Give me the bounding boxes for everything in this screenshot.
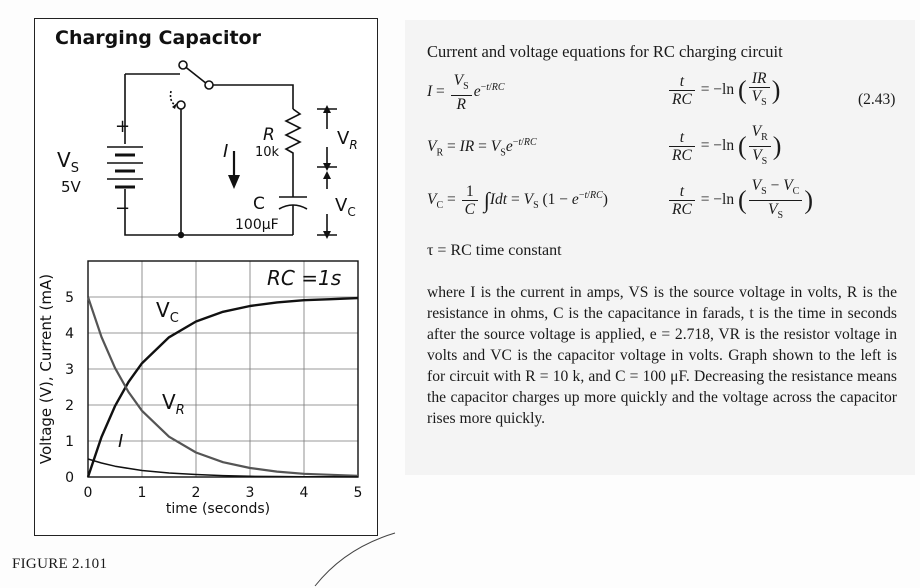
plus-sign: + [115, 116, 131, 137]
x-tick-label: 0 [83, 485, 93, 501]
switch-pivot [179, 61, 187, 69]
eq-vr-t: $\frac{t}{RC}$ = −ln ( $\frac{V_R}{V_S}$ ) [667, 123, 781, 170]
circuit-diagram [35, 49, 375, 264]
resistor [286, 109, 300, 174]
page-curl-mark [305, 528, 425, 588]
y-tick-label: 4 [65, 326, 74, 342]
x-tick-label: 3 [245, 485, 255, 501]
y-tick-label: 2 [65, 398, 74, 414]
y-tick-label: 3 [65, 362, 74, 378]
rc-annotation: RC =1s [267, 266, 342, 290]
x-tick-label: 1 [137, 485, 147, 501]
junction-dot [178, 232, 184, 238]
vc-label: $V_C$ [335, 195, 356, 219]
resistor-label: R [263, 125, 275, 145]
source-label: $V_S$ [57, 148, 79, 176]
vr-label: $V_R$ [337, 128, 358, 152]
minus-sign: − [115, 198, 131, 219]
eq-current-t: $\frac{t}{RC}$ = −ln ( $\frac{IR}{V_S}$ ) [667, 70, 780, 111]
y-axis-label: Voltage (V), Current (mA) [37, 273, 55, 465]
x-tick-label: 5 [353, 485, 363, 501]
switch-contact-a [205, 81, 213, 89]
series-line-vr [88, 297, 358, 476]
y-tick-label: 1 [65, 434, 74, 450]
x-tick-labels [84, 485, 363, 501]
x-axis-label: time (seconds) [165, 501, 271, 517]
switch-motion-arrow [171, 91, 176, 105]
eq-vc: $V_C$ = $\frac{1}{C}$ $\int Idt = V_S$ $(1 - e^{-t/RC})$ [427, 183, 608, 218]
equations-heading: Current and voltage equations for RC charging circuit [427, 42, 783, 61]
current-arrow [228, 175, 240, 189]
eq-vc-t: $\frac{t}{RC}$ = −ln ( $\frac{V_S - V_C}{V_S}$ ) [667, 177, 813, 224]
series-line-vc [88, 298, 358, 477]
current-label: I [223, 141, 229, 162]
resistor-value: 10k [255, 145, 280, 160]
capacitor-value: 100μF [235, 217, 279, 233]
text-panel [405, 20, 915, 475]
y-tick-label: 0 [65, 470, 74, 486]
vr-curve-label: $V_R$ [162, 390, 185, 418]
figure-panel [34, 18, 378, 536]
panel-title: Charging Capacitor [55, 27, 261, 49]
chart-curves [88, 297, 358, 477]
rc-chart [33, 251, 377, 531]
x-tick-label: 4 [299, 485, 309, 501]
equation-number: (2.43) [858, 91, 896, 108]
switch-right-wire [212, 85, 293, 109]
chart-grid [88, 261, 358, 477]
capacitor-label: C [253, 194, 265, 214]
switch-contact-b [177, 101, 185, 109]
y-tick-label: 5 [65, 290, 74, 306]
eq-current: I = $\frac{V_S}{R}$ $e^{-t/RC}$ [427, 72, 505, 114]
tau-definition: τ = RC time constant [427, 242, 562, 259]
eq-vr: $V_R$ = IR = $V_Se^{-t/RC}$ [427, 137, 537, 159]
source-value: 5V [61, 178, 81, 196]
i-curve-label: I [118, 431, 124, 452]
x-tick-label: 2 [191, 485, 201, 501]
y-tick-labels [65, 290, 74, 486]
figure-caption: FIGURE 2.101 [12, 556, 108, 572]
vc-curve-label: $V_C$ [156, 298, 179, 326]
explanation-paragraph: where I is the current in amps, VS is the source voltage in volts, R is the resistance in ohms, C is the capacitance in farads, t is the time in seconds after the source voltage is applied, e = 2.718, VR is the resistor voltage in volts and VC is the capacitor voltage in volts. Graph shown to the left is for circuit with R = 10 k, and C = 100 μF. Decreasing the resistance means the capacitor charges up more quickly and the voltage across the capacitor rises more quickly. [427, 284, 897, 427]
